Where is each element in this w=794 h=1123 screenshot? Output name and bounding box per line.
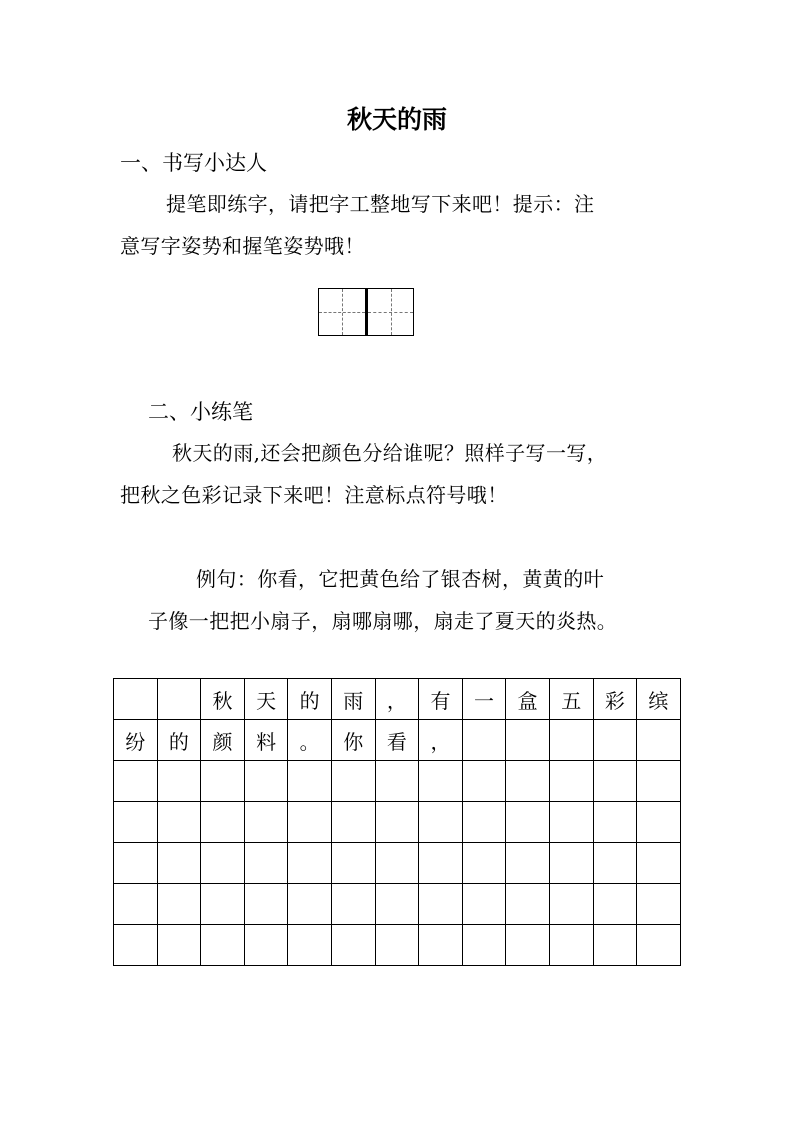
- grid-cell[interactable]: [375, 843, 419, 884]
- grid-cell[interactable]: 秋: [201, 679, 245, 720]
- grid-cell[interactable]: 五: [549, 679, 593, 720]
- grid-cell[interactable]: [288, 843, 332, 884]
- grid-cell[interactable]: [375, 925, 419, 966]
- grid-cell[interactable]: [637, 720, 681, 761]
- grid-cell[interactable]: [375, 761, 419, 802]
- grid-cell[interactable]: [244, 802, 288, 843]
- grid-cell[interactable]: [637, 761, 681, 802]
- grid-cell[interactable]: [244, 843, 288, 884]
- grid-cell[interactable]: 颜: [201, 720, 245, 761]
- grid-cell[interactable]: 盒: [506, 679, 550, 720]
- grid-cell[interactable]: 雨: [331, 679, 375, 720]
- grid-cell[interactable]: [593, 720, 637, 761]
- grid-cell[interactable]: 的: [288, 679, 332, 720]
- grid-cell[interactable]: 一: [462, 679, 506, 720]
- grid-cell[interactable]: [331, 843, 375, 884]
- writing-grid-body: [114, 679, 681, 966]
- grid-cell[interactable]: 纷: [114, 720, 158, 761]
- grid-cell[interactable]: [201, 925, 245, 966]
- grid-cell[interactable]: [506, 843, 550, 884]
- tianzige-box[interactable]: [318, 288, 366, 336]
- page-title: 秋天的雨: [346, 105, 447, 134]
- grid-cell[interactable]: [462, 925, 506, 966]
- grid-cell[interactable]: [114, 802, 158, 843]
- grid-cell[interactable]: [157, 925, 201, 966]
- grid-cell[interactable]: ，: [375, 679, 419, 720]
- section2-heading: 二、小练笔: [148, 400, 253, 424]
- grid-cell[interactable]: [506, 761, 550, 802]
- grid-cell[interactable]: [506, 884, 550, 925]
- grid-cell[interactable]: [375, 884, 419, 925]
- grid-row: [114, 761, 681, 802]
- grid-cell[interactable]: [157, 679, 201, 720]
- grid-cell[interactable]: [549, 720, 593, 761]
- grid-cell[interactable]: [201, 802, 245, 843]
- section2-instruction-line1: 秋天的雨,还会把颜色分给谁呢？照样子写一写，: [172, 441, 608, 465]
- section1-heading: 一、书写小达人: [120, 151, 267, 175]
- grid-cell[interactable]: [375, 802, 419, 843]
- tianzige-writing-boxes: [318, 288, 414, 336]
- grid-cell[interactable]: [288, 884, 332, 925]
- tianzige-box[interactable]: [366, 288, 414, 336]
- grid-cell[interactable]: 缤: [637, 679, 681, 720]
- grid-cell[interactable]: 天: [244, 679, 288, 720]
- grid-cell[interactable]: 有: [419, 679, 463, 720]
- grid-cell[interactable]: [157, 761, 201, 802]
- grid-cell[interactable]: 料: [244, 720, 288, 761]
- section1-instruction-line1: 提笔即练字，请把字工整地写下来吧！提示：注: [166, 192, 595, 216]
- grid-cell[interactable]: [288, 802, 332, 843]
- grid-cell[interactable]: [419, 925, 463, 966]
- grid-cell[interactable]: [593, 802, 637, 843]
- grid-cell[interactable]: [637, 802, 681, 843]
- grid-cell[interactable]: [506, 720, 550, 761]
- grid-cell[interactable]: [288, 925, 332, 966]
- writing-grid: [113, 678, 681, 966]
- grid-cell[interactable]: [419, 884, 463, 925]
- grid-cell[interactable]: [462, 802, 506, 843]
- grid-cell[interactable]: [114, 679, 158, 720]
- grid-cell[interactable]: [506, 925, 550, 966]
- example-sentence-line1: 例句：你看，它把黄色给了银杏树，黄黄的叶: [196, 567, 604, 591]
- grid-cell[interactable]: [157, 884, 201, 925]
- grid-cell[interactable]: [593, 761, 637, 802]
- grid-cell[interactable]: [549, 884, 593, 925]
- grid-cell[interactable]: [549, 802, 593, 843]
- grid-cell[interactable]: [244, 761, 288, 802]
- example-sentence-line2: 子像一把把小扇子，扇哪扇哪，扇走了夏天的炎热。: [148, 609, 618, 633]
- grid-cell[interactable]: [157, 843, 201, 884]
- grid-cell[interactable]: [419, 761, 463, 802]
- grid-cell[interactable]: [506, 802, 550, 843]
- grid-cell[interactable]: [114, 843, 158, 884]
- grid-cell[interactable]: [201, 884, 245, 925]
- grid-cell[interactable]: [462, 720, 506, 761]
- section2-instruction-line2: 把秋之色彩记录下来吧！注意标点符号哦！: [120, 483, 508, 507]
- grid-cell[interactable]: [419, 802, 463, 843]
- grid-cell[interactable]: [593, 925, 637, 966]
- grid-cell[interactable]: [462, 843, 506, 884]
- grid-cell[interactable]: [549, 925, 593, 966]
- grid-row: [114, 884, 681, 925]
- grid-cell[interactable]: [331, 884, 375, 925]
- grid-cell[interactable]: 你: [331, 720, 375, 761]
- grid-cell[interactable]: [331, 802, 375, 843]
- grid-row: [114, 843, 681, 884]
- grid-cell[interactable]: [201, 843, 245, 884]
- grid-cell[interactable]: [462, 761, 506, 802]
- grid-cell[interactable]: [549, 761, 593, 802]
- grid-cell[interactable]: 彩: [593, 679, 637, 720]
- grid-cell[interactable]: [288, 761, 332, 802]
- grid-cell[interactable]: [331, 761, 375, 802]
- grid-cell[interactable]: [549, 843, 593, 884]
- grid-cell[interactable]: [157, 802, 201, 843]
- grid-cell[interactable]: [593, 843, 637, 884]
- grid-cell[interactable]: [244, 884, 288, 925]
- grid-cell[interactable]: [114, 925, 158, 966]
- grid-cell[interactable]: 看: [375, 720, 419, 761]
- section1-instruction-line2: 意写字姿势和握笔姿势哦！: [120, 234, 365, 258]
- grid-row: [114, 720, 681, 761]
- grid-cell[interactable]: [637, 925, 681, 966]
- grid-cell[interactable]: [637, 843, 681, 884]
- grid-cell[interactable]: [114, 884, 158, 925]
- grid-row: [114, 925, 681, 966]
- grid-cell[interactable]: [419, 843, 463, 884]
- grid-cell[interactable]: [593, 884, 637, 925]
- grid-cell[interactable]: 。: [288, 720, 332, 761]
- grid-cell[interactable]: [331, 925, 375, 966]
- grid-cell[interactable]: 的: [157, 720, 201, 761]
- grid-cell[interactable]: [637, 884, 681, 925]
- grid-cell[interactable]: [462, 884, 506, 925]
- grid-cell[interactable]: ，: [419, 720, 463, 761]
- grid-cell[interactable]: [201, 761, 245, 802]
- grid-row: [114, 802, 681, 843]
- grid-row: [114, 679, 681, 720]
- grid-cell[interactable]: [114, 761, 158, 802]
- grid-cell[interactable]: [244, 925, 288, 966]
